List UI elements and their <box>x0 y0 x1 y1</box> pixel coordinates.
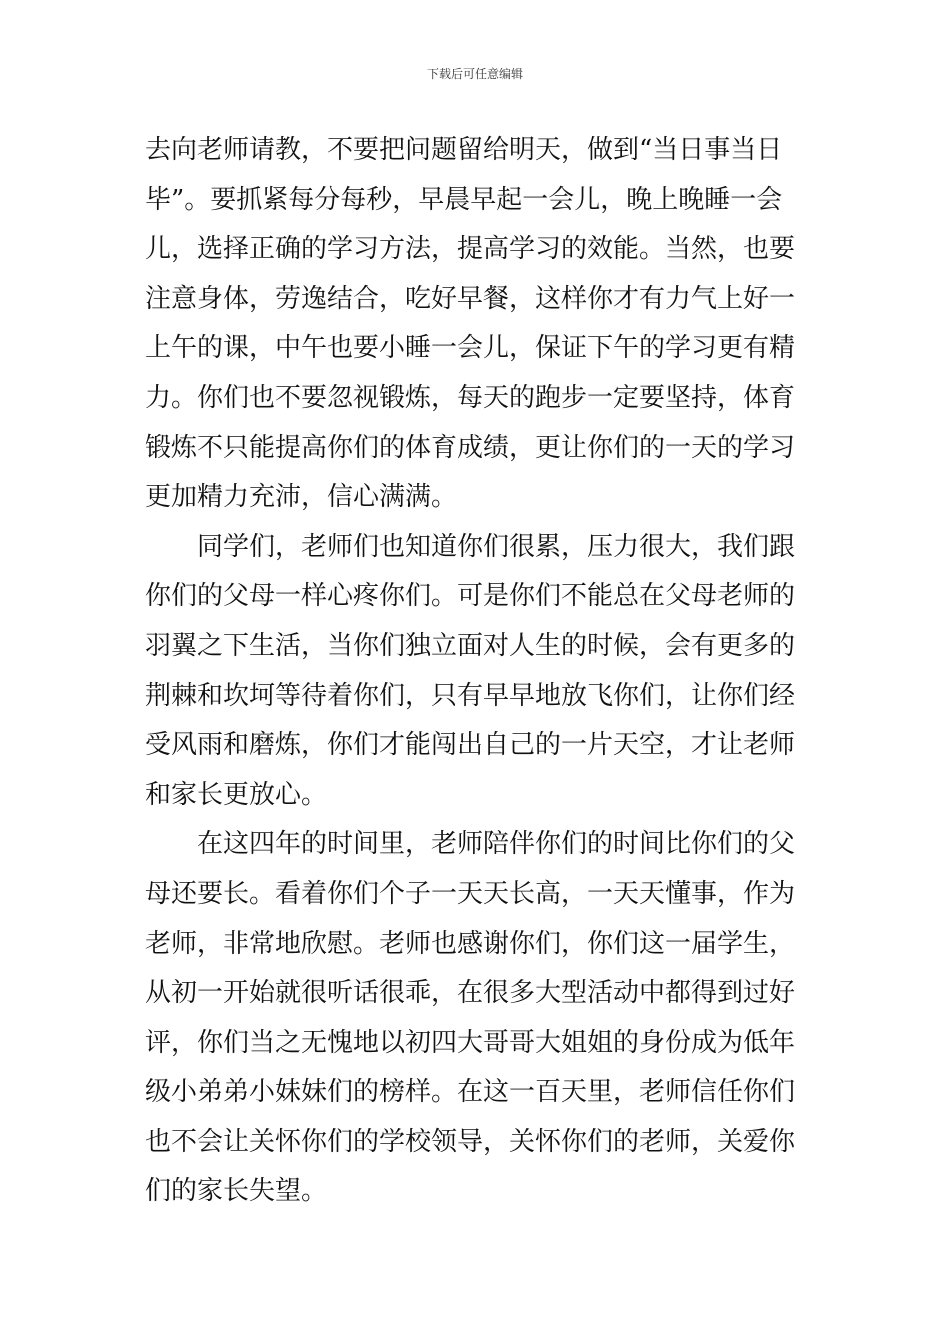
text-line: 受风雨和磨炼，你们才能闯出自己的一片天空，才让老师 <box>145 730 796 761</box>
text-line: 更加精力充沛，信心满满。 <box>145 482 458 513</box>
text-line: 和家长更放心。 <box>145 779 328 810</box>
text-line: 老师，非常地欣慰。老师也感谢你们，你们这一届学生， <box>145 928 796 959</box>
text-line: 从初一开始就很听话很乖，在很多大型活动中都得到过好 <box>145 978 796 1009</box>
text-line: 上午的课，中午也要小睡一会儿，保证下午的学习更有精 <box>145 333 796 364</box>
text-line: 你们的父母一样心疼你们。可是你们不能总在父母老师的 <box>145 581 796 612</box>
text-line: 们的家长失望。 <box>145 1176 328 1207</box>
text-line: 同学们，老师们也知道你们很累，压力很大，我们跟 <box>145 531 796 562</box>
page-header: 下载后可任意编辑 <box>426 67 523 81</box>
text-line: 级小弟弟小妹妹们的榜样。在这一百天里，老师信任你们 <box>145 1077 796 1108</box>
text-line: 母还要长。看着你们个子一天天长高，一天天懂事，作为 <box>145 878 796 909</box>
text-line: 儿，选择正确的学习方法，提高学习的效能。当然，也要 <box>145 234 796 265</box>
text-line: 也不会让关怀你们的学校领导，关怀你们的老师，关爱你 <box>145 1126 796 1157</box>
text-line: 力。你们也不要忽视锻炼，每天的跑步一定要坚持，体育 <box>145 382 796 413</box>
text-line: 评，你们当之无愧地以初四大哥哥大姐姐的身份成为低年 <box>145 1027 796 1058</box>
text-line: 去向老师请教，不要把问题留给明天，做到“当日事当日 <box>145 135 783 165</box>
text-line: 毕”。要抓紧每分每秒，早晨早起一会儿，晚上晚睡一会 <box>145 184 783 215</box>
text-line: 注意身体，劳逸结合，吃好早餐，这样你才有力气上好一 <box>145 283 796 314</box>
text-line: 羽翼之下生活，当你们独立面对人生的时候，会有更多的 <box>145 630 796 661</box>
text-line: 锻炼不只能提高你们的体育成绩，更让你们的一天的学习 <box>145 432 796 463</box>
text-line: 在这四年的时间里，老师陪伴你们的时间比你们的父 <box>145 829 796 860</box>
text-line: 荆棘和坎坷等待着你们，只有早早地放飞你们，让你们经 <box>145 680 796 711</box>
document-body <box>145 126 810 1217</box>
